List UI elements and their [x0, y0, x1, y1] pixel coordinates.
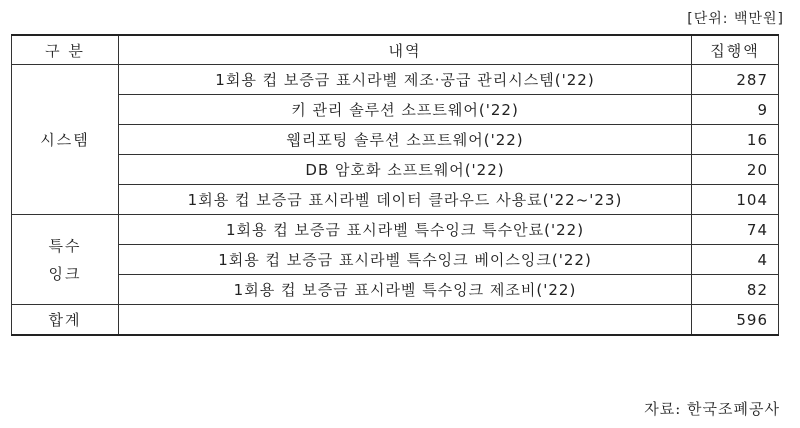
row-amount: 104 [692, 185, 779, 215]
table-row [12, 65, 779, 95]
row-description: 1회용 컵 보증금 표시라벨 특수잉크 제조비('22) [119, 275, 692, 305]
row-amount: 287 [692, 65, 779, 95]
table-row [12, 215, 779, 245]
table-row [12, 245, 779, 275]
category-line: 잉크 [48, 264, 82, 283]
table-row [12, 185, 779, 215]
table-row [12, 95, 779, 125]
table-row [12, 155, 779, 185]
row-description: 키 관리 솔루션 소프트웨어('22) [119, 95, 692, 125]
row-amount: 9 [692, 95, 779, 125]
header-category: 구 분 [12, 35, 119, 65]
total-amount: 596 [692, 305, 779, 336]
header-amount: 집행액 [692, 35, 779, 65]
row-description: 1회용 컵 보증금 표시라벨 특수잉크 특수안료('22) [119, 215, 692, 245]
table-row [12, 275, 779, 305]
row-amount: 4 [692, 245, 779, 275]
category-special-ink [12, 215, 119, 305]
total-description [119, 305, 692, 336]
source-note: 자료: 한국조폐공사 [644, 400, 780, 418]
category-system: 시스템 [12, 65, 119, 215]
row-description: 웹리포팅 솔루션 소프트웨어('22) [119, 125, 692, 155]
row-description: 1회용 컵 보증금 표시라벨 특수잉크 베이스잉크('22) [119, 245, 692, 275]
total-row [12, 305, 779, 336]
row-description: 1회용 컵 보증금 표시라벨 데이터 클라우드 사용료('22~'23) [119, 185, 692, 215]
row-amount: 20 [692, 155, 779, 185]
row-amount: 16 [692, 125, 779, 155]
header-row [12, 35, 779, 65]
row-description: 1회용 컵 보증금 표시라벨 제조·공급 관리시스템('22) [119, 65, 692, 95]
row-amount: 82 [692, 275, 779, 305]
unit-label: [단위: 백만원] [687, 11, 784, 27]
row-amount: 74 [692, 215, 779, 245]
table-row [12, 125, 779, 155]
total-label: 합계 [12, 305, 119, 336]
budget-table [11, 34, 779, 336]
header-description: 내역 [119, 35, 692, 65]
category-line: 특수 [48, 236, 82, 255]
row-description: DB 암호화 소프트웨어('22) [119, 155, 692, 185]
